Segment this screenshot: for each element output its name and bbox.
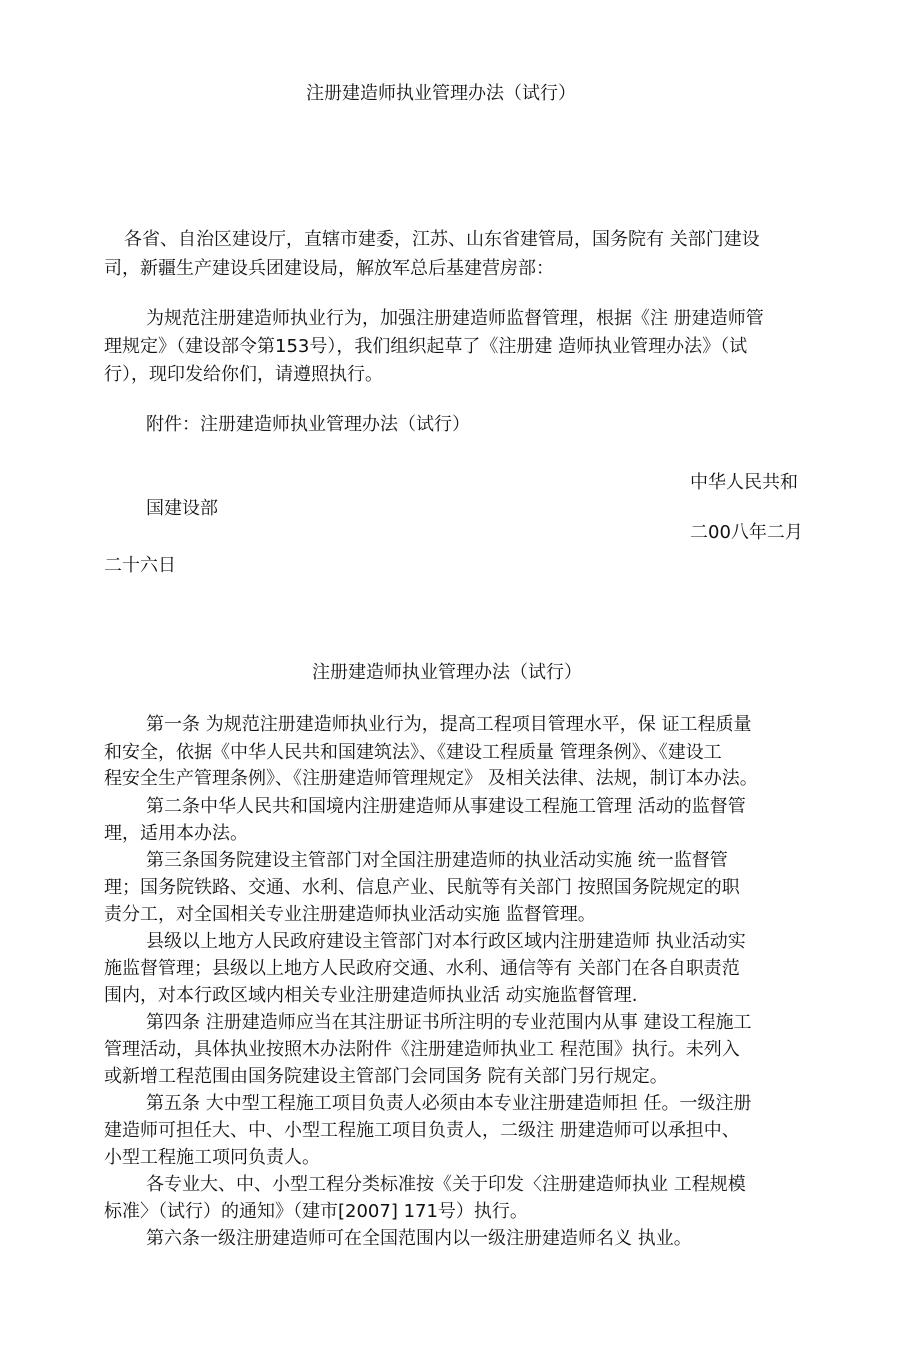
article-line: 第一条 为规范注册建造师执业行为，提高工程项目管理水平，保 证工程质量 — [146, 714, 752, 735]
notice-body-line: 理规定》（建设部令第153号），我们组织起草了《注册建 造师执业管理办法》（试 — [104, 336, 748, 357]
measures-title: 注册建造师执业管理办法（试行） — [312, 662, 582, 683]
article-line: 标准〉（试行）的通知》（建市[2007] 171号）执行。 — [104, 1201, 528, 1222]
date-line: 二00八年二月 — [690, 522, 803, 543]
notice-body-line: 为规范注册建造师执业行为，加强注册建造师监督管理，根据《注 册建造师管 — [146, 308, 764, 329]
article-line: 各专业大、中、小型工程分类标准按《关于印发〈注册建造师执业 工程规模 — [146, 1174, 746, 1195]
issuer-line: 国建设部 — [146, 498, 218, 519]
article-line: 建造师可担任大、中、小型工程施工项目负责人，二级注 册建造师可以承担中、 — [104, 1120, 740, 1141]
article-line: 和安全，依据《中华人民共和国建筑法》、《建设工程质量 管理条例》、《建设工 — [104, 742, 722, 763]
article-line: 责分工，对全国相关专业注册建造师执业活动实施 监督管理。 — [104, 904, 596, 925]
issuer-line: 中华人民共和 — [690, 472, 798, 493]
article-line: 理；国务院铁路、交通、水利、信息产业、民航等有关部门 按照国务院规定的职 — [104, 877, 740, 898]
notice-body-line: 行），现印发给你们，请遵照执行。 — [104, 364, 383, 385]
article-line: 第四条 注册建造师应当在其注册证书所注明的专业范围内从事 建设工程施工 — [146, 1012, 752, 1033]
article-line: 围内，对本行政区域内相关专业注册建造师执业活 动实施监督管理. — [104, 985, 638, 1006]
article-line: 或新增工程范围由国务院建设主管部门会同国务 院有关部门另行规定。 — [104, 1066, 668, 1087]
article-line: 小型工程施工项冋负责人。 — [104, 1147, 320, 1168]
article-line: 程安全生产管理条例》、《注册建造师管理规定》 及相关法律、法规，制订本办法。 — [104, 768, 758, 789]
page-title: 注册建造师执业管理办法（试行） — [306, 83, 576, 104]
attachment-line: 附件：注册建造师执业管理办法（试行） — [146, 414, 470, 435]
salutation-line: 司，新疆生产建设兵团建设局，解放军总后基建营房部： — [104, 258, 554, 279]
article-line: 第二条中华人民共和国境内注册建造师从事建设工程施工管理 活动的监督管 — [146, 796, 746, 817]
article-line: 第五条 大中型工程施工项目负责人必须由本专业注册建造师担 任。一级注册 — [146, 1093, 752, 1114]
date-line: 二十六日 — [104, 555, 176, 576]
article-line: 管理活动，具体执业按照木办法附件《注册建造师执业工 程范围》执行。未列入 — [104, 1039, 740, 1060]
article-line: 县级以上地方人民政府建设主管部门对本行政区域内注册建造师 执业活动实 — [146, 931, 746, 952]
article-line: 理，适用本办法。 — [104, 823, 248, 844]
article-line: 第三条国务院建设主管部门对全国注册建造师的执业活动实施 统一监督管 — [146, 850, 728, 871]
article-line: 第六条一级注册建造师可在全国范围内以一级注册建造师名义 执业。 — [146, 1228, 692, 1249]
article-line: 施监督管理；县级以上地方人民政府交通、水利、通信等有 关部门在各自职责范 — [104, 958, 740, 979]
salutation-line: 各省、自治区建设厅，直辖市建委，江苏、山东省建管局，国务院有 关部门建设 — [124, 229, 760, 250]
